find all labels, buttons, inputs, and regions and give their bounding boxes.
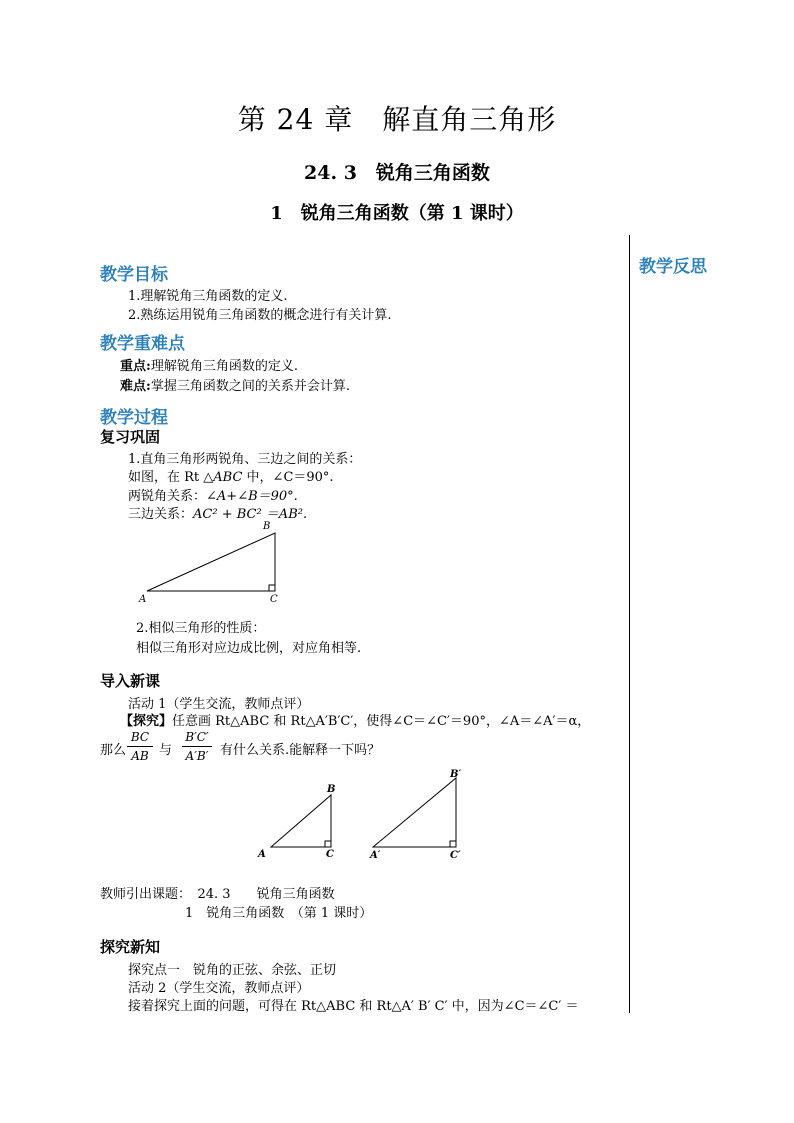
vertex-b-label: B	[263, 521, 271, 532]
review-line-4-a: 三边关系：	[128, 507, 194, 522]
objective-item-1: 1.理解锐角三角函数的定义.	[128, 289, 288, 304]
review-line-1: 1.直角三角形两锐角、三边之间的关系：	[128, 452, 362, 467]
small-vertex-b-label: B	[327, 784, 336, 795]
review-line-4-b: AC² + BC² ＝AB².	[193, 507, 308, 522]
triangle-abc	[147, 533, 275, 591]
review-line-5: 2.相似三角形的性质：	[136, 621, 266, 636]
teacher-intro-line-1: 教师引出课题： 24. 3 锐角三角函数	[100, 887, 335, 902]
key-text: 理解锐角三角函数的定义.	[150, 359, 298, 374]
triangle-abc-large	[373, 778, 456, 847]
fraction-b2c2-a2b2	[182, 730, 212, 763]
question-prefix: 那么	[100, 743, 127, 758]
review-line-6: 相似三角形对应边成比例，对应角相等.	[136, 641, 362, 656]
small-vertex-c-label: C	[326, 849, 334, 860]
activity-2: 活动 2（学生交流，教师点评）	[128, 981, 310, 996]
key-point	[120, 355, 298, 374]
fraction-1-denominator: AB	[131, 749, 149, 763]
right-angle-mark-large	[450, 841, 456, 847]
triangle-figure-1	[135, 518, 295, 606]
review-line-2-c: 中，∠C＝90°.	[242, 470, 334, 485]
new-knowledge-line: 接着探究上面的问题，可得在 Rt△ABC 和 Rt△A′ B′ C′ 中，因为∠C＝∠C′ ＝	[128, 999, 579, 1014]
review-line-3-b: ∠A+∠B＝90°.	[206, 489, 298, 504]
right-angle-mark-small	[325, 841, 331, 847]
question-suffix: 有什么关系.能解释一下吗？	[220, 743, 381, 758]
explore-line	[120, 710, 590, 729]
objective-item-2: 2.熟练运用锐角三角函数的概念进行有关计算.	[128, 308, 392, 323]
review-line-3-a: 两锐角关系：	[128, 489, 207, 504]
process-heading: 教学过程	[100, 408, 168, 428]
large-vertex-b-label: B′	[450, 769, 462, 780]
column-divider	[629, 235, 630, 1013]
lesson-title: 1 锐角三角函数（第 1 课时）	[270, 203, 524, 224]
review-heading: 复习巩固	[100, 428, 161, 446]
right-angle-mark	[269, 585, 275, 591]
triangle-abc-small	[271, 795, 331, 847]
explore-point-1: 探究点一 锐角的正弦、余弦、正切	[128, 963, 337, 978]
chapter-title: 第 24 章 解直角三角形	[237, 103, 557, 136]
new-knowledge-heading: 探究新知	[100, 938, 161, 956]
review-line-2-b: △ABC	[203, 470, 243, 485]
large-vertex-c-label: C′	[450, 850, 461, 861]
fraction-2-numerator: B′C′	[185, 730, 209, 744]
triangle-figure-2	[250, 765, 480, 865]
question-mid: 与	[159, 743, 173, 758]
explore-text: 任意画 Rt△ABC 和 Rt△A′B′C′，使得∠C＝∠C′＝90°，∠A＝∠A′＝α，	[172, 714, 591, 729]
fraction-1-numerator: BC	[130, 730, 150, 744]
keypoints-heading: 教学重难点	[100, 334, 185, 354]
review-line-2	[128, 466, 334, 485]
review-line-3	[128, 485, 298, 504]
fraction-2-denominator: A′B′	[185, 749, 209, 763]
teacher-intro-line-2: 1 锐角三角函数 （第 1 课时）	[185, 906, 373, 921]
objectives-heading: 教学目标	[100, 265, 168, 285]
difficult-text: 掌握三角函数之间的关系并会计算.	[150, 379, 350, 394]
key-label: 重点:	[120, 359, 151, 374]
review-line-2-a: 如图，在 Rt	[128, 470, 204, 485]
small-vertex-a-label: A	[258, 849, 266, 860]
vertex-a-label: A	[139, 594, 147, 605]
explore-label: 【探究】	[120, 714, 173, 729]
activity-1: 活动 1（学生交流，教师点评）	[128, 697, 310, 712]
large-vertex-a-label: A′	[370, 850, 381, 861]
section-title: 24. 3 锐角三角函数	[304, 162, 490, 184]
difficult-label: 难点:	[120, 379, 151, 394]
fraction-bc-ab	[127, 730, 153, 763]
vertex-c-label: C	[270, 594, 278, 605]
intro-heading: 导入新课	[100, 672, 161, 690]
difficult-point	[120, 375, 350, 394]
reflection-heading: 教学反思	[639, 257, 707, 277]
